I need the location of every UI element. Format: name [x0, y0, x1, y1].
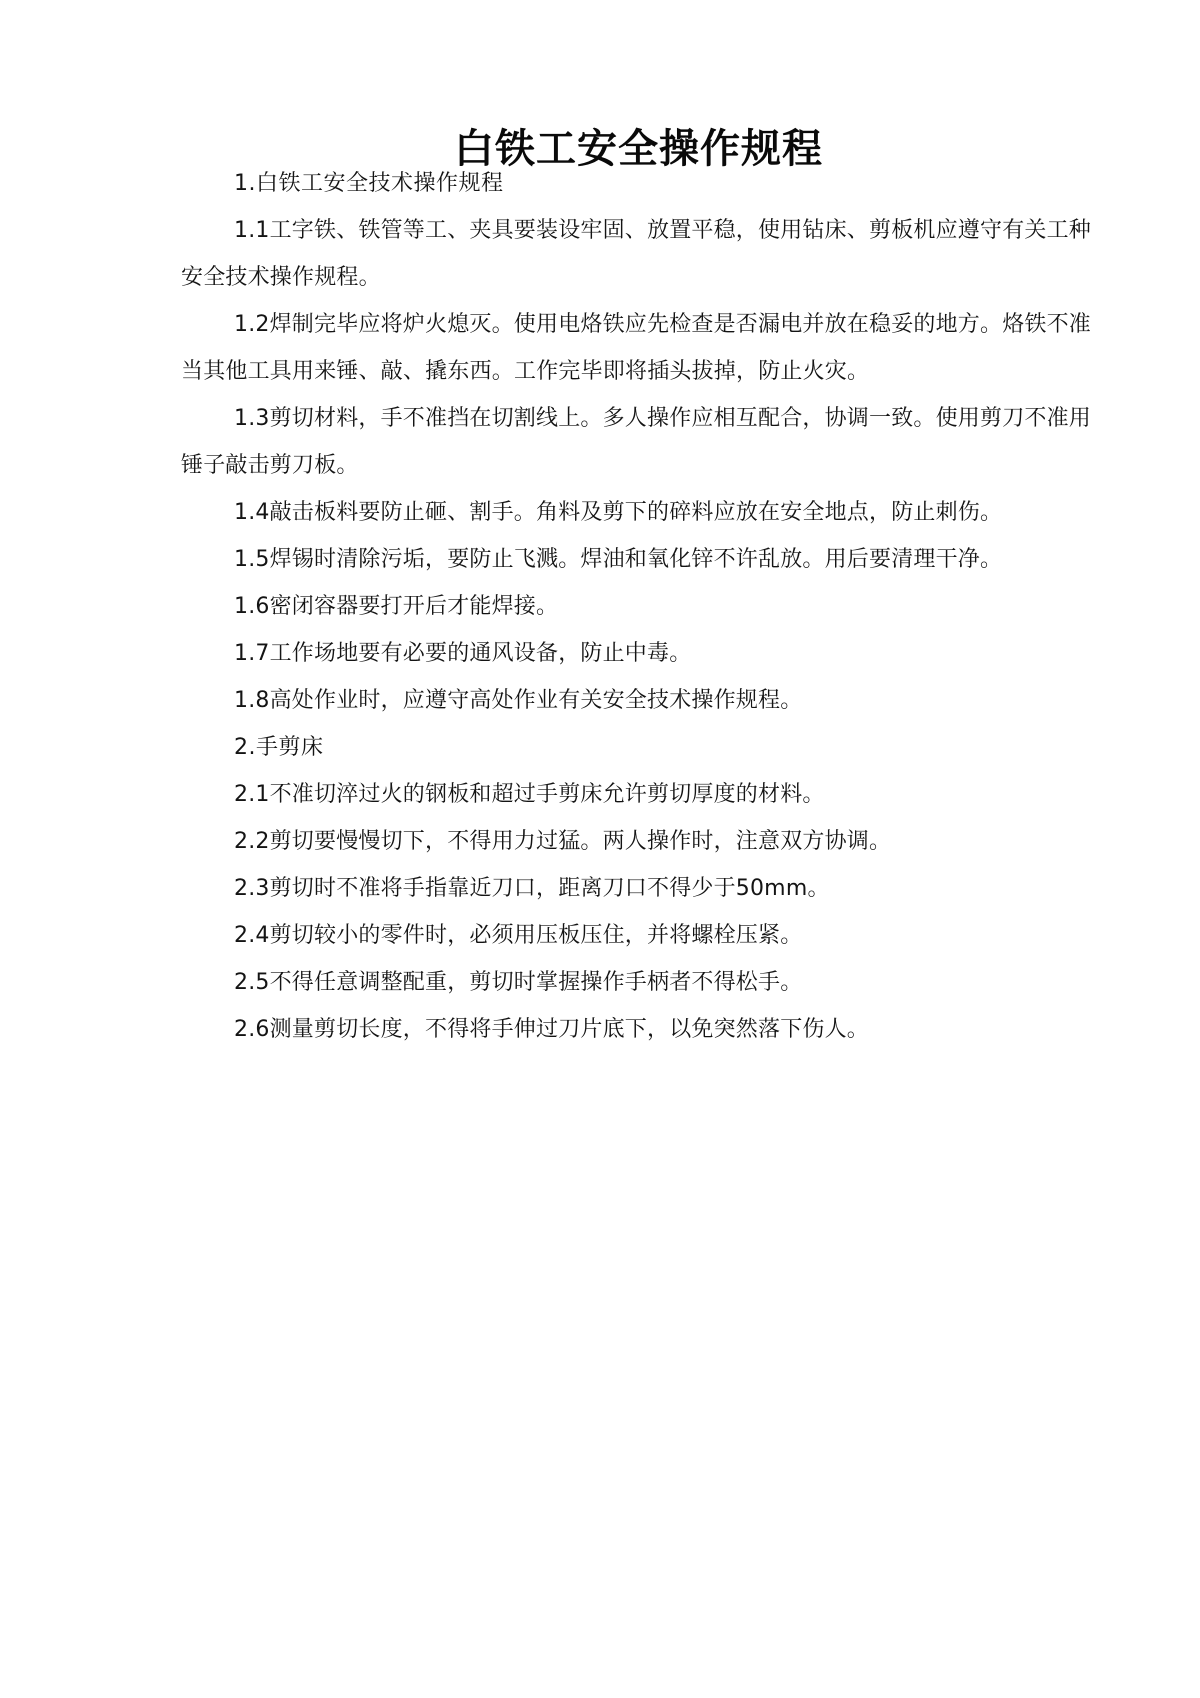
clause-2-5: 2.5不得任意调整配重，剪切时掌握操作手柄者不得松手。 [234, 970, 803, 995]
clause-1-3: 1.3剪切材料，手不准挡在切割线上。多人操作应相互配合，协调一致。使用剪刀不准用锤子敲击剪刀板。 [181, 406, 1091, 478]
clause-1-7: 1.7工作场地要有必要的通风设备，防止中毒。 [234, 641, 692, 666]
document-title: 白铁工安全操作规程 [454, 125, 823, 172]
clause-2-4: 2.4剪切较小的零件时，必须用压板压住，并将螺栓压紧。 [234, 923, 803, 948]
clause-2-1: 2.1不准切淬过火的钢板和超过手剪床允许剪切厚度的材料。 [234, 782, 825, 807]
clause-2-3: 2.3剪切时不准将手指靠近刀口，距离刀口不得少于50mm。 [234, 876, 830, 901]
clause-2-2: 2.2剪切要慢慢切下，不得用力过猛。两人操作时，注意双方协调。 [234, 829, 892, 854]
clause-2-6: 2.6测量剪切长度，不得将手伸过刀片底下，以免突然落下伤人。 [234, 1017, 869, 1042]
clause-1-6: 1.6密闭容器要打开后才能焊接。 [234, 594, 559, 619]
clause-1-4: 1.4敲击板料要防止砸、割手。角料及剪下的碎料应放在安全地点，防止刺伤。 [234, 500, 1003, 525]
document-body [181, 160, 1091, 1053]
clause-1-8: 1.8高处作业时，应遵守高处作业有关安全技术操作规程。 [234, 688, 803, 713]
clause-1-1: 1.1工字铁、铁管等工、夹具要装设牢固、放置平稳，使用钻床、剪板机应遵守有关工种安全技术操作规程。 [181, 218, 1091, 290]
clause-1-2: 1.2焊制完毕应将炉火熄灭。使用电烙铁应先检查是否漏电并放在稳妥的地方。烙铁不准当其他工具用来锤、敲、撬东西。工作完毕即将插头拔掉，防止火灾。 [181, 312, 1091, 384]
section-heading-1: 1.白铁工安全技术操作规程 [234, 171, 504, 196]
section-heading-2: 2.手剪床 [234, 735, 324, 760]
clause-1-5: 1.5焊锡时清除污垢，要防止飞溅。焊油和氧化锌不许乱放。用后要清理干净。 [234, 547, 1003, 572]
